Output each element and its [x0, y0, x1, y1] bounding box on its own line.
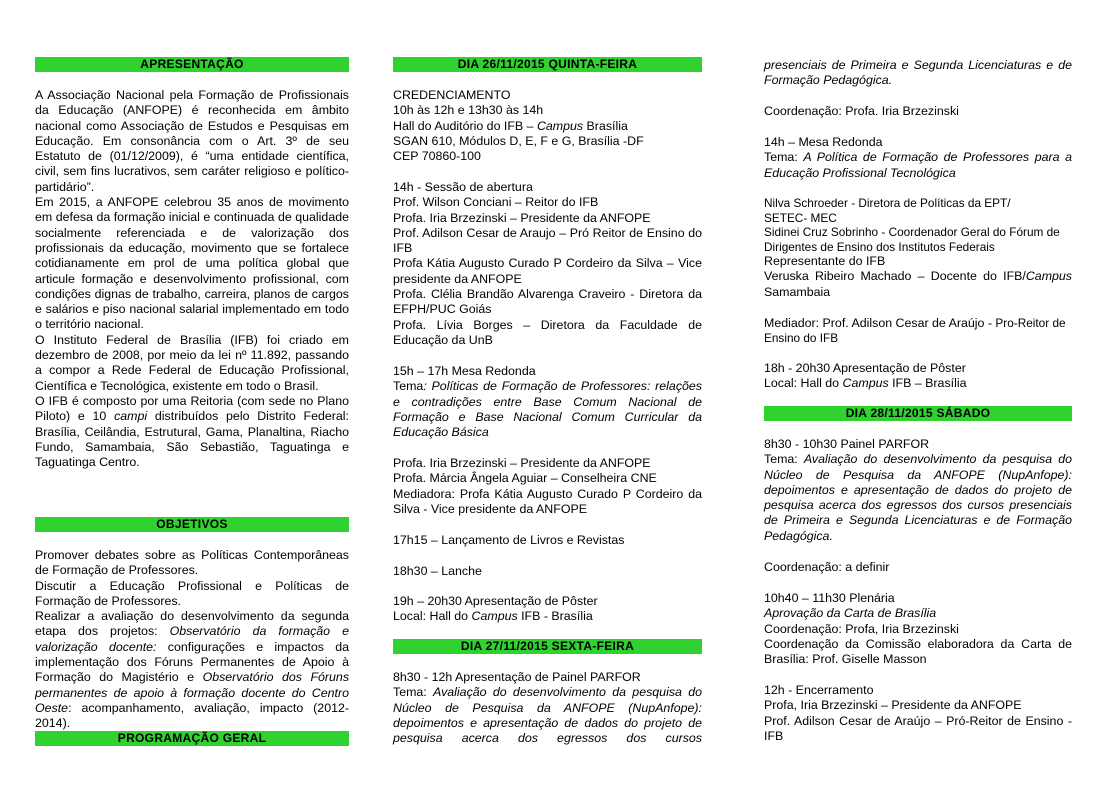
parfor-continuation: [764, 58, 1072, 89]
mesa-2-speaker: Sidinei Cruz Sobrinho - Coordenador Geral do Fórum de Dirigentes de Ensino dos Institutos Federais: [764, 225, 1060, 254]
objetivo-1: Promover debates sobre as Políticas Contemporâneas de Formação de Professores.: [35, 548, 349, 578]
apresentacao-paragraph-4: O IFB é composto por uma Reitoria (com sede no Plano Piloto) e 10 campi distribuídos pelo Distrito Federal: Brasília, Ceilândia, Estrutural, Gama, Planaltina, Riacho Fundo, Samambaia, São Sebastião, Taguatinga e Taguatinga Centro.: [35, 393, 349, 470]
lanche: 18h30 – Lanche: [393, 564, 482, 578]
section-header-dia-28: DIA 28/11/2015 SÁBADO: [764, 406, 1072, 421]
abertura-speaker: Prof. Adilson Cesar de Araujo – Pró Reitor de Ensino do IFB: [393, 225, 702, 256]
mesa-redonda-1-speakers: [393, 456, 702, 517]
poster-2-location: Local: Hall do Campus IFB – Brasília: [764, 376, 967, 391]
section-header-apresentacao: APRESENTAÇÃO: [35, 57, 349, 72]
section-header-programacao: PROGRAMAÇÃO GERAL: [35, 731, 349, 746]
mesa-redonda-title: 15h – 17h Mesa Redonda: [393, 364, 536, 378]
coordenacao-1: Coordenação: Profa. Iria Brzezinski: [764, 104, 959, 118]
encerramento-speaker: Profa, Iria Brzezinski – Presidente da ANFOPE: [764, 698, 1022, 713]
plenaria-title: 10h40 – 11h30 Plenária: [764, 591, 895, 605]
encerramento-title: 12h - Encerramento: [764, 683, 874, 697]
parfor-block: [393, 670, 702, 746]
objetivo-2: Discutir a Educação Profissional e Políticas de Formação de Professores.: [35, 578, 349, 608]
credenciamento-block: [393, 88, 702, 164]
painel-title: 8h30 - 10h30 Painel PARFOR: [764, 437, 930, 451]
mesa-redonda-2-title: 14h – Mesa Redonda: [764, 135, 883, 149]
credenciamento-cep: CEP 70860-100: [393, 149, 481, 164]
poster-title: 19h – 20h30 Apresentação de Pôster: [393, 594, 598, 608]
apresentacao-paragraph-1: A Associação Nacional pela Formação de Profissionais da Educação (ANFOPE) é reconhecida em âmbito nacional como Associação de Estudos e Pesquisas em Educação. Em consonância com o Art. 3º de seu Estatuto de (01/12/2009), é “uma entidade científica, civil, sem fins lucrativos, sem caráter religioso e político-partidário”.: [35, 88, 349, 194]
mesa-2-speaker: Representante do IFB: [764, 254, 886, 268]
plenaria-block: [764, 591, 1072, 667]
mesa-redonda-2-tema: Tema: A Política de Formação de Professores para a Educação Profissional Tecnológica: [764, 150, 1072, 180]
apresentacao-paragraph-2: Em 2015, a ANFOPE celebrou 35 anos de movimento em defesa da formação inicial e continuada de qualidade socialmente referenciada e de valorização dos profissionais da educação, movimento que se fortalece cotidianamente em prol de uma política global que articule formação e desenvolvimento profissional, com condições dignas de trabalho, carreira, planos de cargos e salários e piso nacional salarial implementado em todo o território nacional.: [35, 195, 349, 332]
encerramento-speaker: Prof. Adilson Cesar de Araújo – Pró-Reitor de Ensino - IFB: [764, 713, 1072, 743]
coordenacao-3: Coordenação: Profa, Iria Brzezinski: [764, 621, 959, 636]
coordenacao-2: Coordenação: a definir: [764, 560, 890, 574]
credenciamento-place: Hall do Auditório do IFB – Campus Brasília: [393, 118, 628, 133]
apresentacao-text: [35, 88, 349, 470]
mesa-redonda-tema: Tema: Políticas de Formação de Professores: relações e contradições entre Base Comum Nacional de Formação e Base Nacional Comum Curricular da Educação Básica: [393, 379, 702, 440]
poster-2-title: 18h - 20h30 Apresentação de Pôster: [764, 361, 966, 375]
mesa-speaker: Profa. Márcia Ângela Aguiar – Conselheira CNE: [393, 471, 657, 486]
abertura-speaker: Profa. Lívia Borges – Diretora da Faculdade de Educação da UnB: [393, 317, 702, 347]
mesa-redonda-2-speakers: [764, 196, 1072, 254]
poster-2-block: [764, 361, 1072, 392]
abertura-speaker: Prof. Wilson Conciani – Reitor do IFB: [393, 195, 599, 210]
mesa-redonda-2-block: [764, 135, 1072, 181]
abertura-speaker: Profa. Iria Brzezinski – Presidente da ANFOPE: [393, 210, 651, 225]
poster-block: [393, 594, 702, 625]
abertura-speaker: Profa. Clélia Brandão Alvarenga Craveiro - Diretora da EFPH/PUC Goiás: [393, 287, 702, 317]
mesa-2-speaker: Veruska Ribeiro Machado – Docente do IFB/Campus Samambaia: [764, 269, 1072, 299]
mesa-redonda-1-block: [393, 364, 702, 440]
parfor-tema: Tema: Avaliação do desenvolvimento da pesquisa do Núcleo de Pesquisa da ANFOPE (NupAnfope): depoimentos e apresentação de dados do projeto de pesquisa acerca dos egressos dos cursos: [393, 685, 702, 746]
credenciamento-time: 10h às 12h e 13h30 às 14h: [393, 103, 544, 118]
objetivo-3: Realizar a avaliação do desenvolvimento da segunda etapa dos projetos: Observatório da formação e valorização docente: configurações e impactos da implementação dos Fóruns Permanentes de Apoio à Formação do Magistério e Observatório dos Fóruns permanentes de apoio à formação docente do Centro Oeste: acompanhamento, avaliação, impacto (2012-2014).: [35, 609, 350, 731]
coordenacao-4: Coordenação da Comissão elaboradora da Carta de Brasília: Prof. Giselle Masson: [764, 636, 1072, 667]
poster-location: Local: Hall do Campus IFB - Brasília: [393, 609, 593, 624]
credenciamento-address: SGAN 610, Módulos D, E, F e G, Brasília -DF: [393, 133, 644, 148]
lancamento: 17h15 – Lançamento de Livros e Revistas: [393, 533, 625, 547]
plenaria-subtitle: Aprovação da Carta de Brasília: [764, 606, 937, 621]
section-header-dia-27: DIA 27/11/2015 SEXTA-FEIRA: [393, 639, 702, 654]
mesa-2-speaker: Nilva Schroeder - Diretora de Políticas da EPT/ SETEC- MEC: [764, 196, 1011, 225]
mediador-block: Mediador: Prof. Adilson Cesar de Araújo - Pro-Reitor de Ensino do IFB: [764, 316, 1066, 346]
painel-block: [764, 437, 1072, 544]
section-header-dia-26: DIA 26/11/2015 QUINTA-FEIRA: [393, 57, 702, 72]
parfor-tema-continued: presenciais de Primeira e Segunda Licenciaturas e de Formação Pedagógica.: [764, 58, 1072, 88]
credenciamento-title: CREDENCIAMENTO: [393, 88, 511, 102]
section-header-objetivos: OBJETIVOS: [35, 517, 349, 532]
mesa-speaker: Profa. Iria Brzezinski – Presidente da ANFOPE: [393, 456, 651, 470]
mesa-redonda-2-speakers-cont: [764, 254, 1072, 300]
abertura-title: 14h - Sessão de abertura: [393, 180, 533, 194]
mesa-mediator: Mediadora: Profa Kátia Augusto Curado P Cordeiro da Silva - Vice presidente da ANFOPE: [393, 486, 702, 516]
objetivos-text: [35, 548, 349, 732]
apresentacao-paragraph-3: O Instituto Federal de Brasília (IFB) foi criado em dezembro de 2008, por meio da lei nº 11.892, passando a compor a Rede Federal de Educação Profissional, Científica e Tecnológica, existente em todo o Brasil.: [35, 332, 349, 393]
encerramento-block: [764, 683, 1072, 744]
parfor-title: 8h30 - 12h Apresentação de Painel PARFOR: [393, 670, 641, 684]
painel-tema: Tema: Avaliação do desenvolvimento da pesquisa do Núcleo de Pesquisa da ANFOPE (NupAnfope): depoimentos e apresentação de dados do projeto de pesquisa acerca dos egressos dos cursos presenciais de Primeira e Segunda Licenciaturas e de Formação Pedagógica.: [764, 452, 1072, 543]
abertura-block: [393, 180, 702, 348]
abertura-speaker: Profa Kátia Augusto Curado P Cordeiro da Silva – Vice presidente da ANFOPE: [393, 256, 702, 286]
